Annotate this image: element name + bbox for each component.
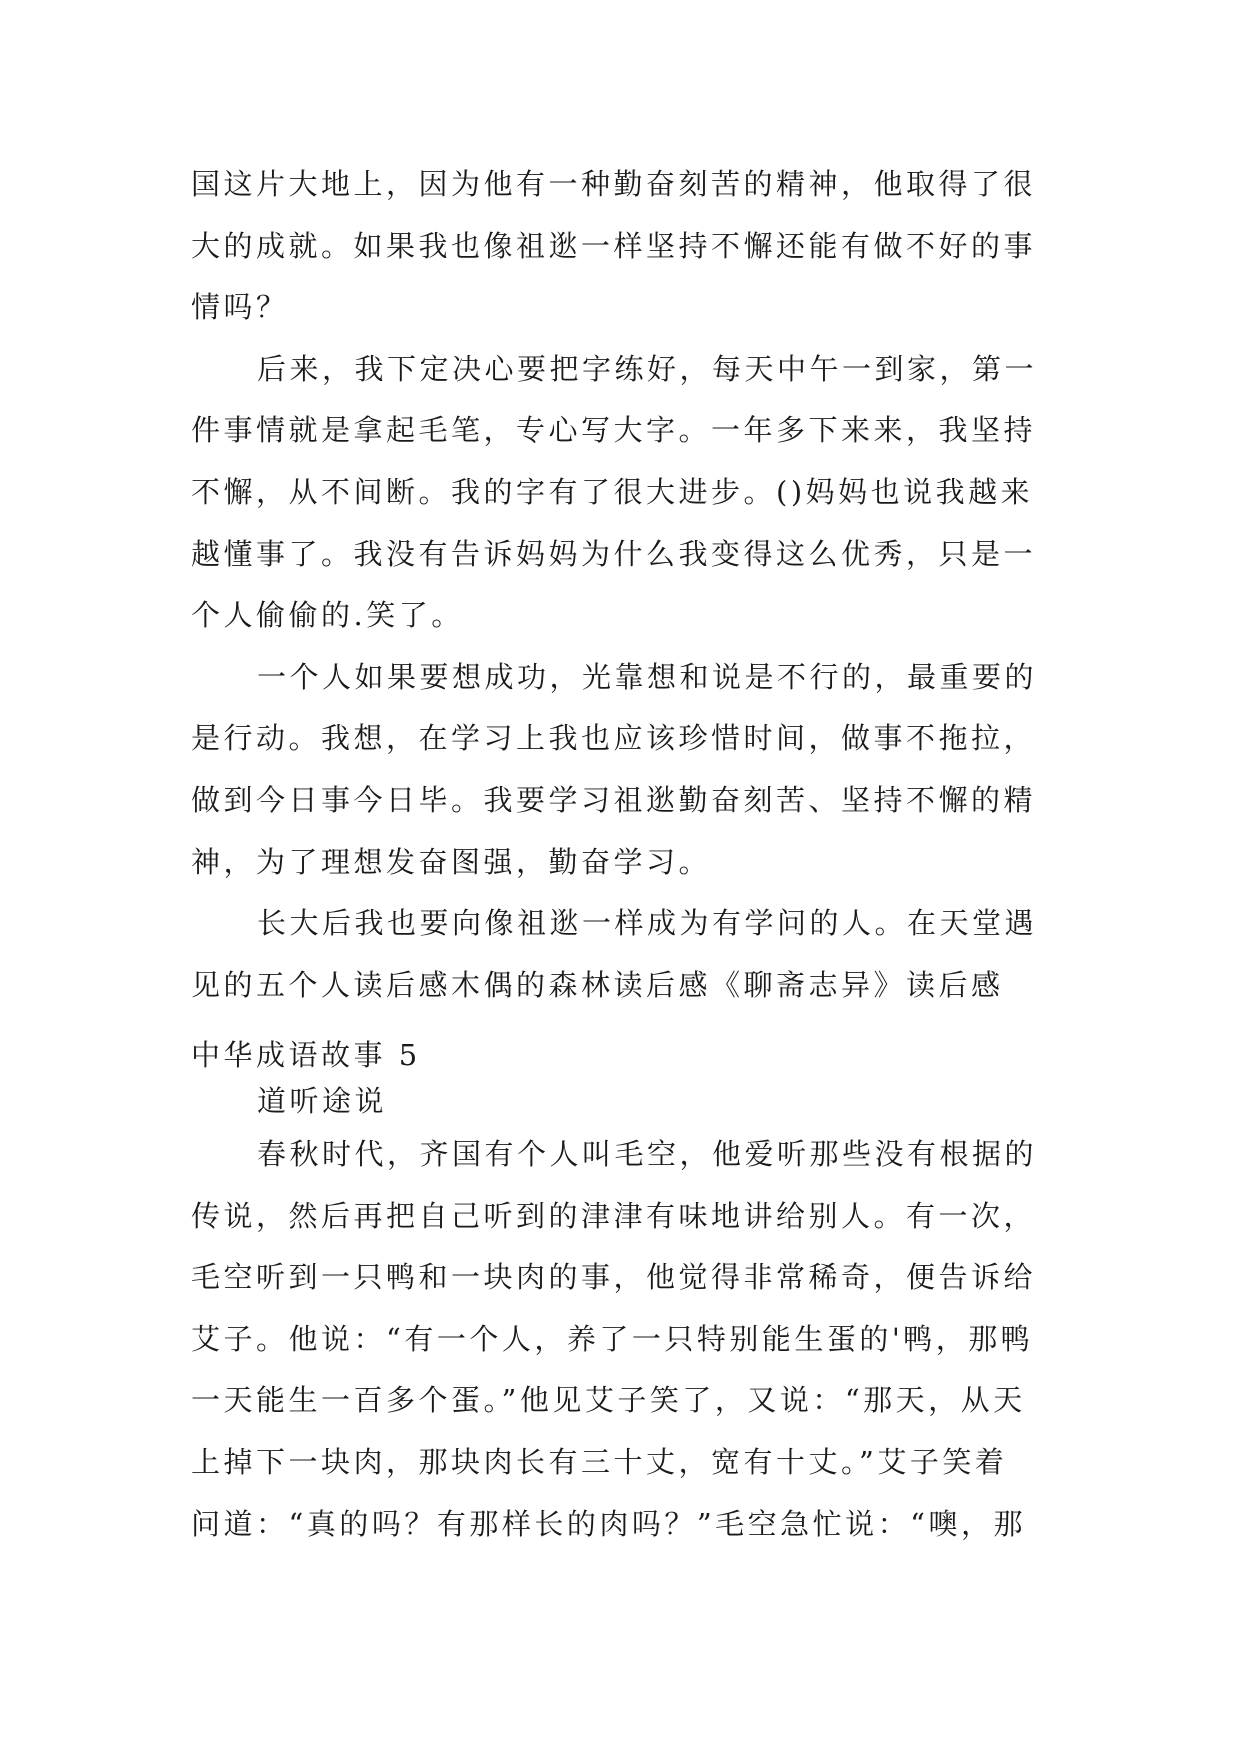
text-block-upper	[191, 154, 1071, 1016]
text-line: 上掉下一块肉，那块肉长有三十丈，宽有十丈。”艾子笑着	[191, 1444, 1008, 1479]
text-line: 一天能生一百多个蛋。”他见艾子笑了，又说：“那天，从天	[191, 1383, 1026, 1418]
paragraph-start-line: 一个人如果要想成功，光靠想和说是不行的，最重要的	[257, 659, 1038, 694]
text-block-lower	[191, 1078, 1071, 1555]
text-line: 大的成就。如果我也像祖逖一样坚持不懈还能有做不好的事	[191, 228, 1037, 263]
text-line: 艾子。他说：“有一个人，养了一只特别能生蛋的'鸭，那鸭	[191, 1321, 1034, 1356]
text-line: 个人偷偷的.笑了。	[191, 598, 464, 633]
text-line: 不懈，从不间断。我的字有了很大进步。()妈妈也说我越来	[191, 474, 1034, 509]
paragraph-start-line: 长大后我也要向像祖逖一样成为有学问的人。在天堂遇	[257, 906, 1038, 941]
text-line: 做到今日事今日毕。我要学习祖逖勤奋刻苦、坚持不懈的精	[191, 782, 1037, 817]
text-line: 情吗？	[191, 290, 289, 325]
paragraph-start-line: 春秋时代，齐国有个人叫毛空，他爱听那些没有根据的	[257, 1137, 1038, 1171]
story-title: 道听途说	[257, 1084, 388, 1118]
section-heading: 中华成语故事 5	[191, 1038, 421, 1072]
text-line: 毛空听到一只鸭和一块肉的事，他觉得非常稀奇，便告诉给	[191, 1260, 1037, 1295]
text-line: 件事情就是拿起毛笔，专心写大字。一年多下来来，我坚持	[191, 413, 1037, 448]
text-line: 神，为了理想发奋图强，勤奋学习。	[191, 844, 712, 879]
text-line: 国这片大地上，因为他有一种勤奋刻苦的精神，他取得了很	[191, 167, 1037, 201]
text-line: 问道：“真的吗？有那样长的肉吗？”毛空急忙说：“噢，那	[191, 1506, 1026, 1541]
text-line: 是行动。我想，在学习上我也应该珍惜时间，做事不拖拉，	[191, 721, 1037, 756]
text-line: 越懂事了。我没有告诉妈妈为什么我变得这么优秀，只是一	[191, 536, 1037, 571]
text-line: 传说，然后再把自己听到的津津有味地讲给别人。有一次，	[191, 1198, 1037, 1233]
text-line: 见的五个人读后感木偶的森林读后感《聊斋志异》读后感	[191, 967, 1004, 1002]
paragraph-start-line: 后来，我下定决心要把字练好，每天中午一到家，第一	[257, 351, 1038, 386]
